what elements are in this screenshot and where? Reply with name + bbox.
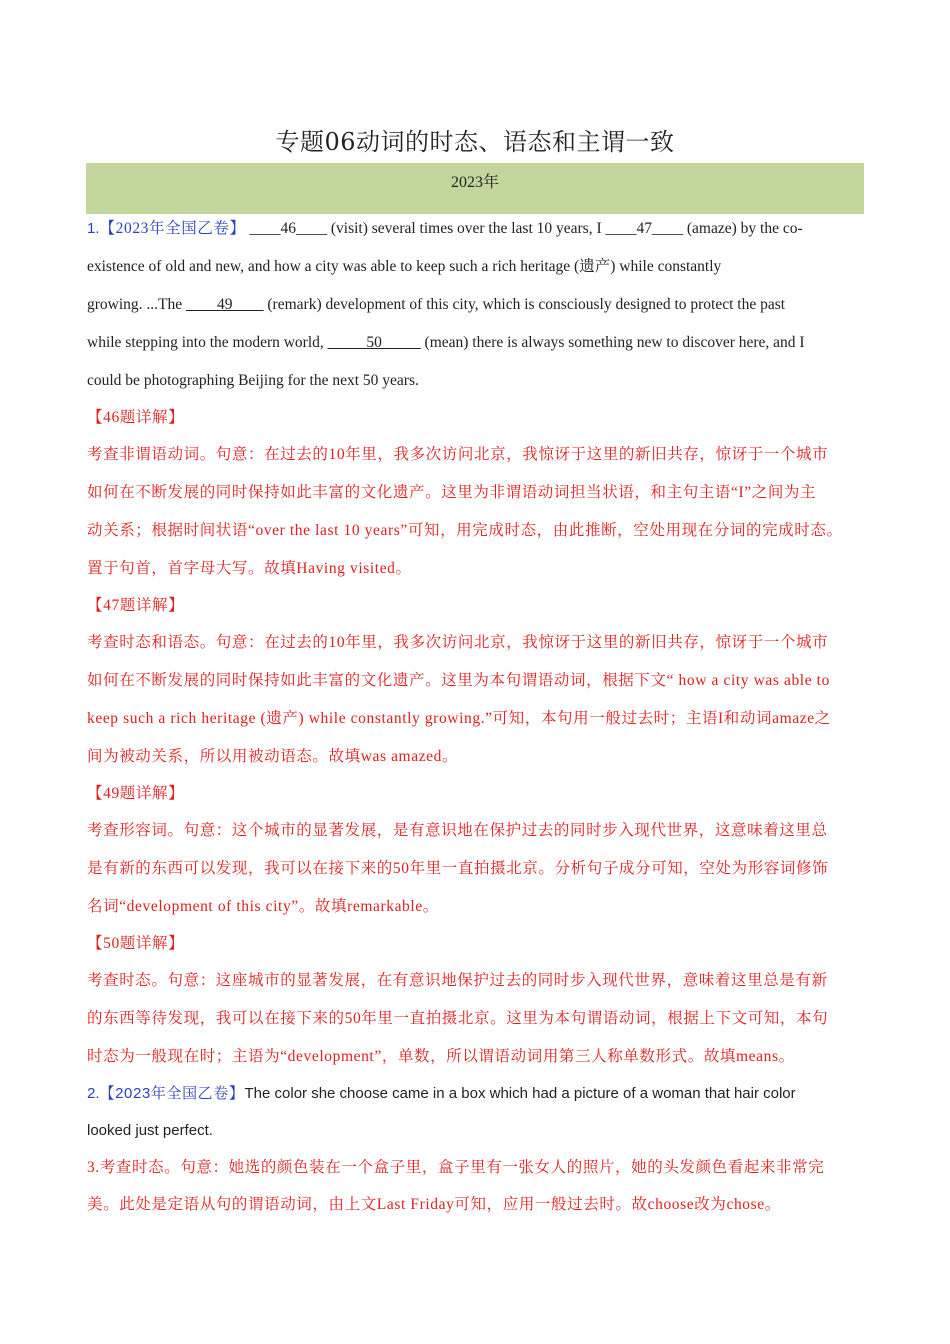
explanation-line: 名词“development of this city”。故填remarkable。 xyxy=(87,898,439,915)
explanation-line: 考查非谓语动词。句意：在过去的10年里，我多次访问北京，我惊讶于这里的新旧共存，惊讶于一个城市 xyxy=(87,446,829,463)
explanation-line: 间为被动关系，所以用被动语态。故填was amazed。 xyxy=(87,748,459,765)
explanation-line: 动关系；根据时间状语“over the last 10 years”可知，用完成时态，由此推断，空处用现在分词的完成时态。 xyxy=(87,522,843,539)
blank-50: _____50_____ xyxy=(327,334,421,351)
question-3-line-1: 3.考查时态。句意：她选的颜色装在一个盒子里，盒子里有一张女人的照片，她的头发颜色看起来非常完 xyxy=(87,1159,825,1176)
explanation-header: 【46题详解】 xyxy=(87,409,185,426)
year-band xyxy=(86,163,864,214)
explanation-line: 考查形容词。句意：这个城市的显著发展，是有意识地在保护过去的同时步入现代世界，这意味着这里总 xyxy=(87,822,828,839)
document-body xyxy=(87,210,867,1224)
question-3-line-2: 美。此处是定语从句的谓语动词，由上文Last Friday可知，应用一般过去时。故choose改为chose。 xyxy=(87,1196,781,1213)
question-1-line-1 xyxy=(87,210,867,248)
text-segment: (amaze) by the co- xyxy=(683,220,803,237)
explanation-line: keep such a rich heritage (遗产) while constantly growing.”可知，本句用一般过去时；主语I和动词amaze之 xyxy=(87,710,831,727)
explanation-50 xyxy=(87,926,867,1076)
question-1-line-3 xyxy=(87,286,867,324)
question-source: 【2023年全国乙卷】 xyxy=(99,220,246,237)
explanation-line: 如何在不断发展的同时保持如此丰富的文化遗产。这里为非谓语动词担当状语，和主句主语“I”之间为主 xyxy=(87,484,817,501)
explanation-46 xyxy=(87,400,867,588)
explanation-header: 【47题详解】 xyxy=(87,597,185,614)
question-2-line-2: looked just perfect. xyxy=(87,1122,213,1139)
blank-49: ____49____ xyxy=(186,296,264,313)
question-number: 2. xyxy=(87,1085,100,1102)
question-1 xyxy=(87,210,867,400)
text-segment: while stepping into the modern world, xyxy=(87,334,328,351)
question-source: 【2023年全国乙卷】 xyxy=(99,1085,245,1102)
explanation-line: 的东西等待发现，我可以在接下来的50年里一直拍摄北京。这里为本句谓语动词，根据上下文可知，本句 xyxy=(87,1010,829,1027)
explanation-line: 是有新的东西可以发现，我可以在接下来的50年里一直拍摄北京。分析句子成分可知，空处为形容词修饰 xyxy=(87,860,829,877)
explanation-line: 考查时态。句意：这座城市的显著发展，在有意识地保护过去的同时步入现代世界，意味着这里总是有新 xyxy=(87,972,828,989)
text-segment: (mean) there is always something new to discover here, and I xyxy=(420,334,805,351)
year-label: 2023年 xyxy=(450,174,499,191)
question-1-line-4 xyxy=(87,324,867,362)
explanation-header: 【49题详解】 xyxy=(87,785,185,802)
question-2 xyxy=(87,1076,867,1150)
blank-47: ____47____ xyxy=(605,220,683,237)
text-segment: (remark) development of this city, which is consciously designed to protect the past xyxy=(263,296,786,313)
text-segment: growing. ...The xyxy=(87,296,187,313)
explanation-line: 如何在不断发展的同时保持如此丰富的文化遗产。这里为本句谓语动词，根据下文“ how a city was able to xyxy=(87,672,830,689)
explanation-line: 时态为一般现在时；主语为“development”，单数，所以谓语动词用第三人称单数形式。故填means。 xyxy=(87,1048,795,1065)
question-3 xyxy=(87,1150,867,1224)
page-title: 专题06动词的时态、语态和主谓一致 xyxy=(275,128,675,156)
blank-46: ____46____ (visit) several times over the last 10 years, I xyxy=(249,220,606,237)
question-text: The color she choose came in a box which had a picture of a woman that hair color xyxy=(244,1085,796,1102)
question-number: 1. xyxy=(87,220,100,237)
question-2-line-1 xyxy=(87,1076,867,1112)
question-1-line-2: existence of old and new, and how a city was able to keep such a rich heritage (遗产) while constantly xyxy=(87,258,722,275)
explanation-header: 【50题详解】 xyxy=(87,935,185,952)
explanation-47 xyxy=(87,588,867,776)
question-1-line-5: could be photographing Beijing for the next 50 years. xyxy=(87,372,419,389)
explanation-line: 考查时态和语态。句意：在过去的10年里，我多次访问北京，我惊讶于这里的新旧共存，惊讶于一个城市 xyxy=(87,634,829,651)
explanation-line: 置于句首，首字母大写。故填Having visited。 xyxy=(87,560,412,577)
explanation-49 xyxy=(87,776,867,926)
